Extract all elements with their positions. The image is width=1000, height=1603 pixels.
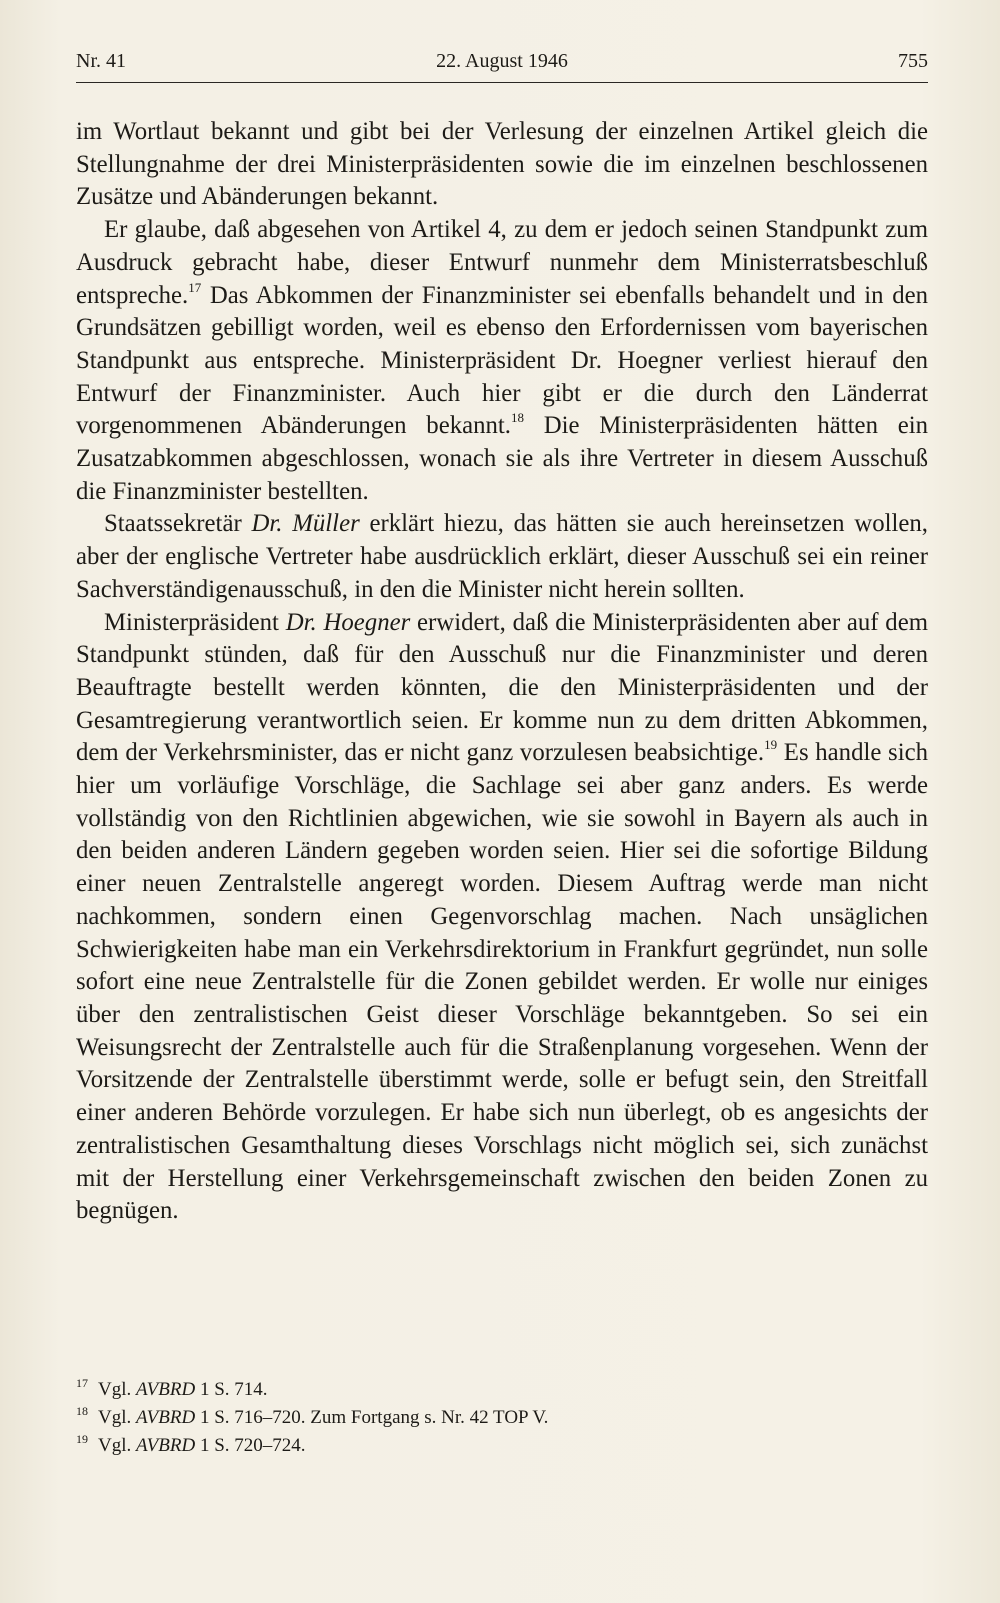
header-rule xyxy=(76,82,928,83)
speaker-role: Staatssekretär xyxy=(104,510,252,538)
footnote-ref-18[interactable]: 18 xyxy=(511,410,524,426)
paragraph-text: erklärt hiezu, das hätten sie auch hereinsetzen wollen, aber der englische Vertreter habe ausdrücklich erklärt, dieser Ausschuß sei ein reiner Sachverständigenausschuß, in den die Minister nicht herein sollten. xyxy=(76,510,929,603)
footnote-text: 1 S. 720–724. xyxy=(195,1435,306,1456)
header-date: 22. August 1946 xyxy=(436,50,568,72)
footnote-ref-19[interactable]: 19 xyxy=(764,737,778,753)
footnote-19: 19 Vgl. AVBRD 1 S. 720–724. xyxy=(76,1432,306,1456)
speaker-role: Ministerpräsident xyxy=(104,608,286,636)
running-header xyxy=(76,46,928,78)
paragraph-3 xyxy=(76,508,928,606)
paragraph-text: Er glaube, daß abgesehen von Artikel 4, zu dem er jedoch seinen Standpunkt zum Ausdruck gebracht habe, dieser Entwurf nunmehr dem Ministerratsbeschluß entspreche. xyxy=(76,216,928,309)
paragraph-1 xyxy=(76,116,928,214)
footnote-ref-17[interactable]: 17 xyxy=(188,279,202,295)
paragraph-text: erwidert, daß die Ministerpräsidenten aber auf dem Standpunkt stünden, daß für den Ausschuß nur die Finanzminister und deren Beauftragte bestellt werden könnten, die den Ministerpräsidenten und der Gesamtregierung verantwortlich seien. Er komme nun zu dem dritten Abkommen, dem der Verkehrsminister, das er nicht ganz vorzulesen beabsichtige. xyxy=(76,608,928,767)
paragraph-text: im Wortlaut bekannt und gibt bei der Verlesung der einzelnen Artikel gleich die Stellungnahme der drei Ministerpräsidenten sowie die im einzelnen beschlossenen Zusätze und Abänderungen bekannt. xyxy=(76,118,928,211)
speaker-name: Dr. Hoegner xyxy=(285,608,411,636)
footnote-text: 1 S. 714. xyxy=(195,1379,268,1400)
footnote-source: AVBRD xyxy=(136,1435,196,1456)
paragraph-text: Es handle sich hier um vorläufige Vorschläge, die Sachlage sei aber ganz anders. Es werde vollständig von den Richtlinien abgewichen, wie sie sowohl in Bayern als auch in den beiden anderen Ländern gegeben worden seien. Hier sei die sofortige Bildung einer neuen Zentralstelle angeregt worden. Diesem Auftrag werde man nicht nachkommen, sondern einen Gegenvorschlag machen. Nach unsäglichen Schwierigkeiten habe man ein Verkehrsdirektorium in Frankfurt gegründet, nun solle sofort eine neue Zentralstelle für die Zonen gebildet werden. Er wolle nur einiges über den zentralistischen Geist dieser Vorschläge bekanntgeben. So sei ein Weisungsrecht der Zentralstelle auch für die Straßenplanung vorgesehen. Wenn der Vorsitzende der Zentralstelle überstimmt werde, solle er befugt sein, den Streitfall einer anderen Behörde vorzulegen. Er habe sich nun überlegt, ob es angesichts der zentralistischen Gesamthaltung dieses Vorschlags nicht möglich sei, sich zunächst mit der Herstellung einer Verkehrsgemeinschaft zwischen den beiden Zonen zu begnügen. xyxy=(76,739,928,1225)
footnotes xyxy=(76,1376,928,1460)
footnote-text: Vgl. xyxy=(98,1435,136,1456)
paragraph-text: Die Ministerpräsidenten hätten ein Zusatzabkommen abgeschlossen, wonach sie als ihre Vertreter in diesem Ausschuß die Finanzminister bestellten. xyxy=(76,412,929,505)
speaker-name: Dr. Müller xyxy=(251,510,360,538)
footnote-18: 18 Vgl. AVBRD 1 S. 716–720. Zum Fortgang s. Nr. 42 TOP V. xyxy=(76,1404,549,1428)
issue-number: Nr. 41 xyxy=(76,50,126,72)
paragraph-text: Das Abkommen der Finanzminister sei ebenfalls behandelt und in den Grundsätzen gebilligt worden, weil es ebenso den Erfordernissen vom bayerischen Standpunkt aus entspreche. Ministerpräsident Dr. Hoegner verliest hierauf den Entwurf der Finanzminister. Auch hier gibt er die durch den Länderrat vorgenommenen Abänderungen bekannt. xyxy=(76,281,928,440)
footnote-text: Vgl. xyxy=(98,1407,136,1428)
footnote-text: Vgl. xyxy=(98,1379,136,1400)
main-text xyxy=(76,116,928,1228)
footnote-source: AVBRD xyxy=(136,1379,196,1400)
paragraph-2 xyxy=(76,214,928,508)
paragraph-4 xyxy=(76,607,928,1228)
page-number: 755 xyxy=(898,50,928,72)
footnote-text: 1 S. 716–720. Zum Fortgang s. Nr. 42 TOP V. xyxy=(195,1407,549,1428)
footnote-17: 17 Vgl. AVBRD 1 S. 714. xyxy=(76,1376,268,1400)
footnote-source: AVBRD xyxy=(136,1407,196,1428)
